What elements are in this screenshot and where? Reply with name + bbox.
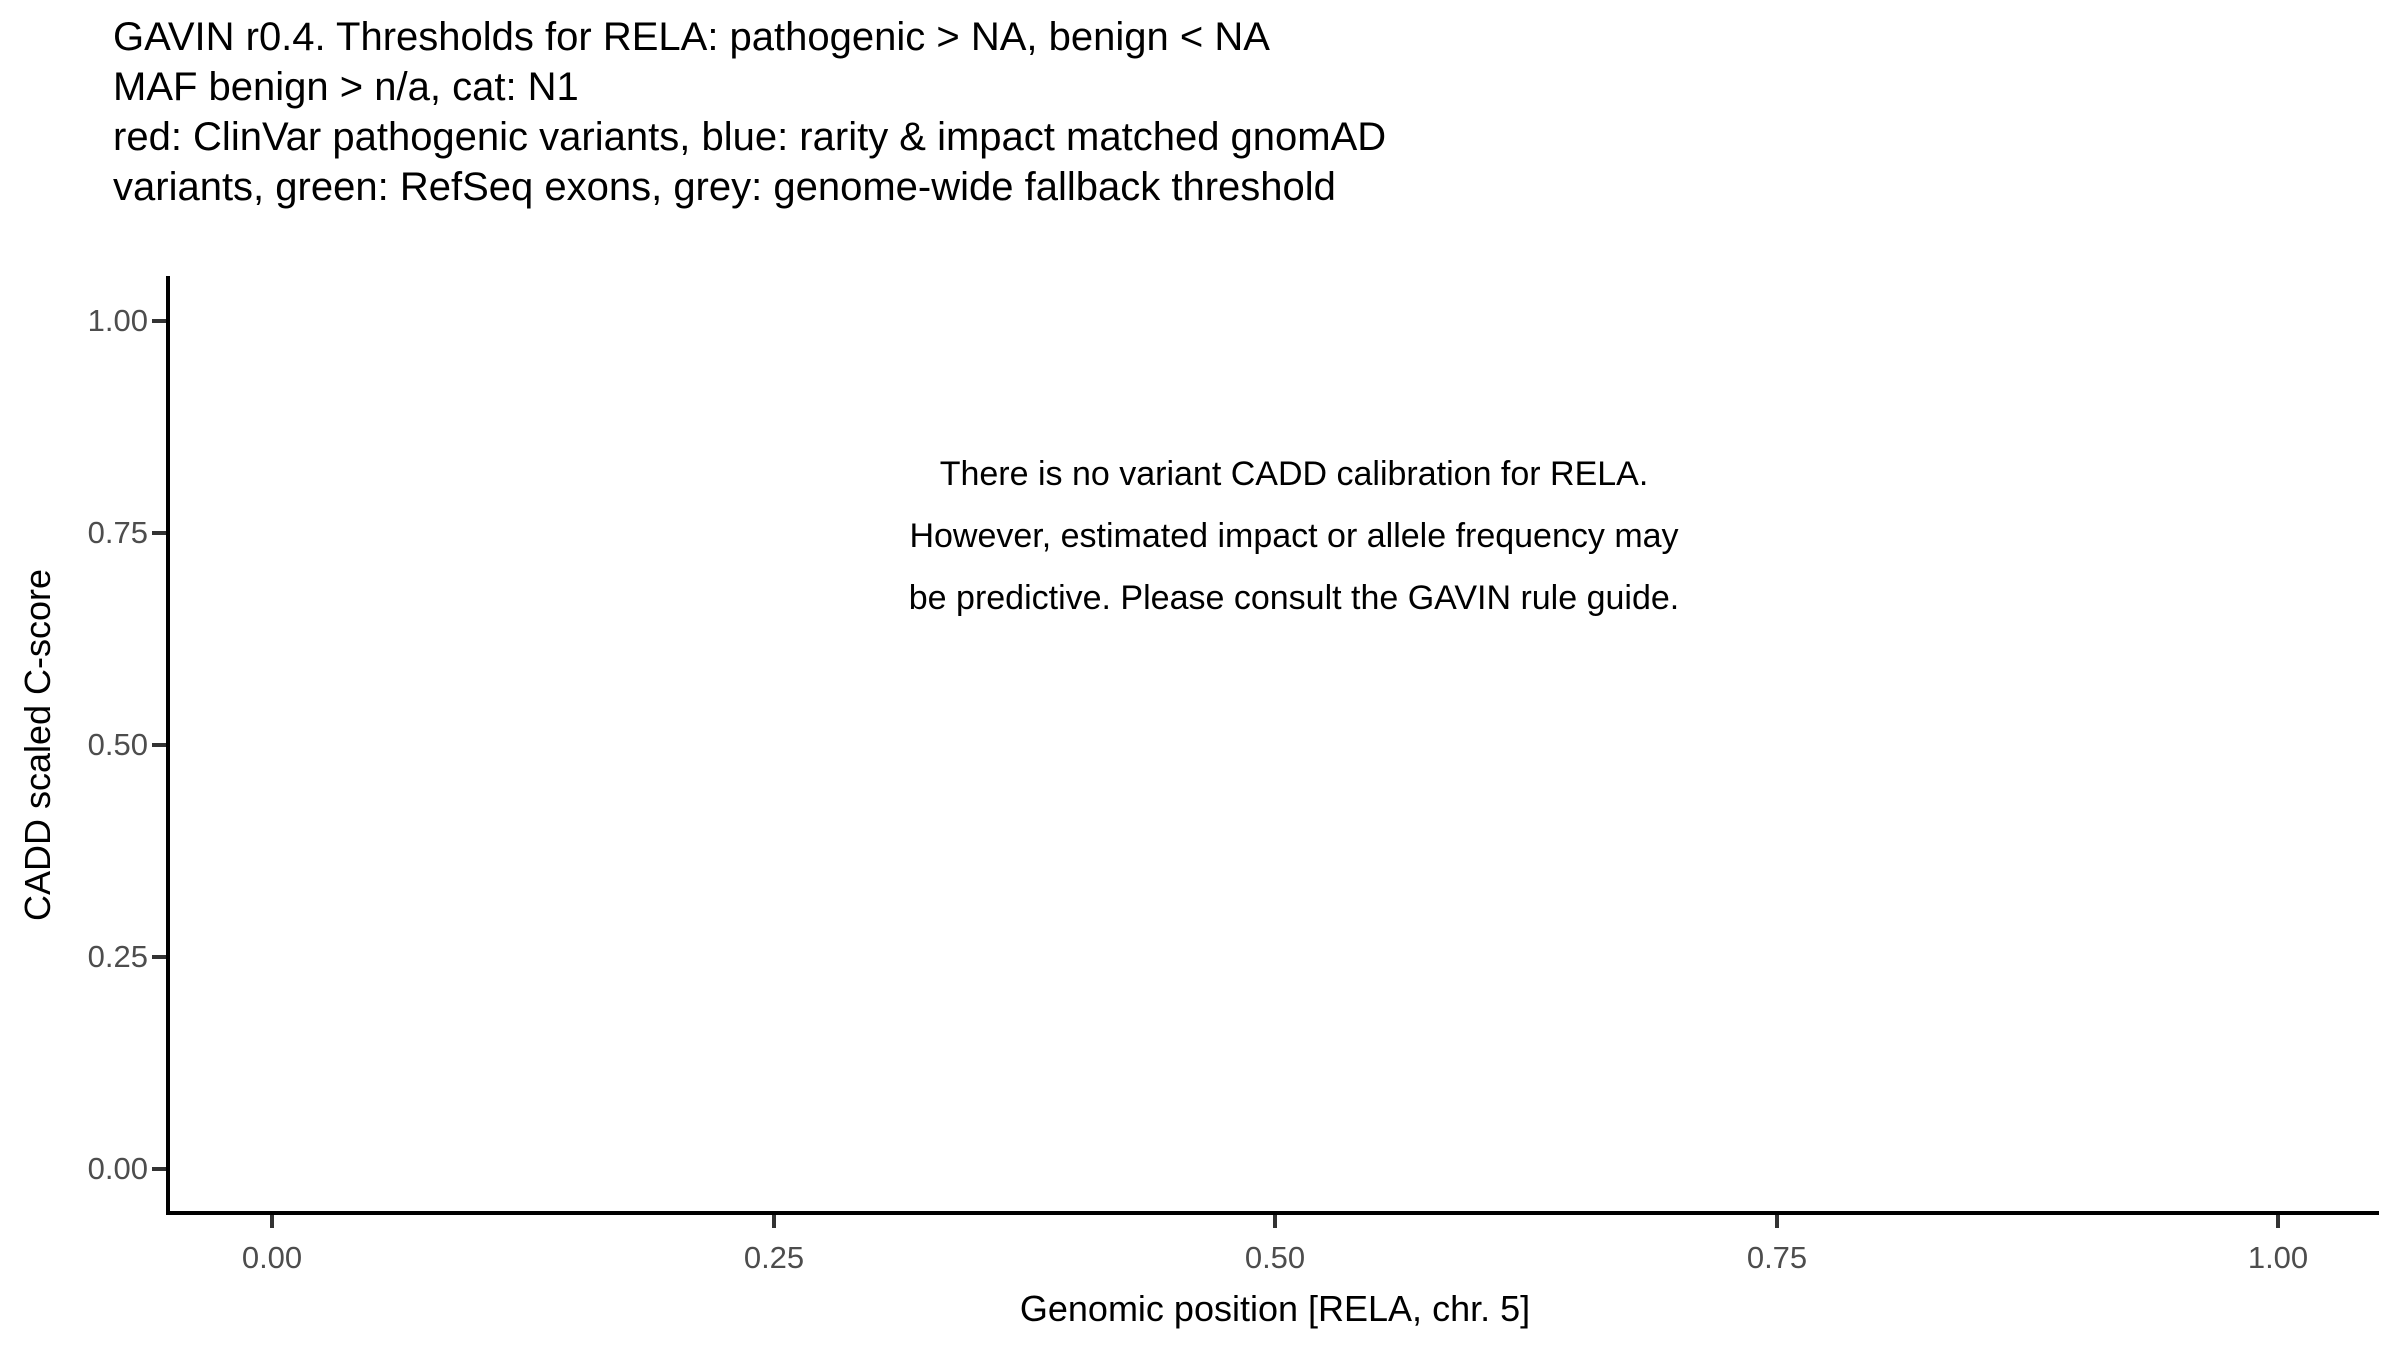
x-tick-mark	[270, 1215, 274, 1228]
plot-annotation-line-2: However, estimated impact or allele frequency may	[909, 517, 1679, 555]
x-tick-mark	[1775, 1215, 1779, 1228]
chart-title-line-1: GAVIN r0.4. Thresholds for RELA: pathogenic > NA, benign < NA	[113, 15, 1270, 59]
x-tick-label: 1.00	[2247, 1240, 2309, 1275]
y-tick-label: 0.25	[87, 939, 148, 974]
x-tick-label: 0.50	[1244, 1240, 1306, 1275]
plot-annotation	[0, 443, 2400, 629]
y-axis-title: CADD scaled C-score	[17, 568, 58, 922]
x-tick-mark	[772, 1215, 776, 1228]
y-tick-label: 1.00	[87, 303, 148, 338]
x-tick-label: 0.75	[1746, 1240, 1808, 1275]
x-tick-mark	[2276, 1215, 2280, 1228]
plot-annotation-line-1: There is no variant CADD calibration for RELA.	[939, 455, 1649, 493]
y-tick-label: 0.00	[87, 1151, 148, 1186]
chart-title-line-3: red: ClinVar pathogenic variants, blue: rarity & impact matched gnomAD	[113, 115, 1387, 159]
chart-title-line-4: variants, green: RefSeq exons, grey: genome-wide fallback threshold	[113, 165, 1336, 209]
x-tick-mark	[1273, 1215, 1277, 1228]
plot-panel	[170, 276, 2377, 1211]
chart-title-line-2: MAF benign > n/a, cat: N1	[113, 65, 579, 109]
y-tick-label: 0.50	[87, 727, 148, 762]
y-tick-mark	[152, 743, 166, 747]
plot-annotation-line-3: be predictive. Please consult the GAVIN rule guide.	[908, 579, 1680, 617]
y-tick-mark	[152, 1167, 166, 1171]
y-axis-line	[166, 276, 170, 1215]
y-tick-label: 0.75	[87, 515, 148, 550]
x-tick-label: 0.00	[241, 1240, 303, 1275]
x-axis-title: Genomic position [RELA, chr. 5]	[1019, 1288, 1531, 1329]
y-tick-mark	[152, 955, 166, 959]
chart-title	[113, 12, 1386, 212]
x-tick-label: 0.25	[743, 1240, 805, 1275]
y-tick-mark	[152, 319, 166, 323]
